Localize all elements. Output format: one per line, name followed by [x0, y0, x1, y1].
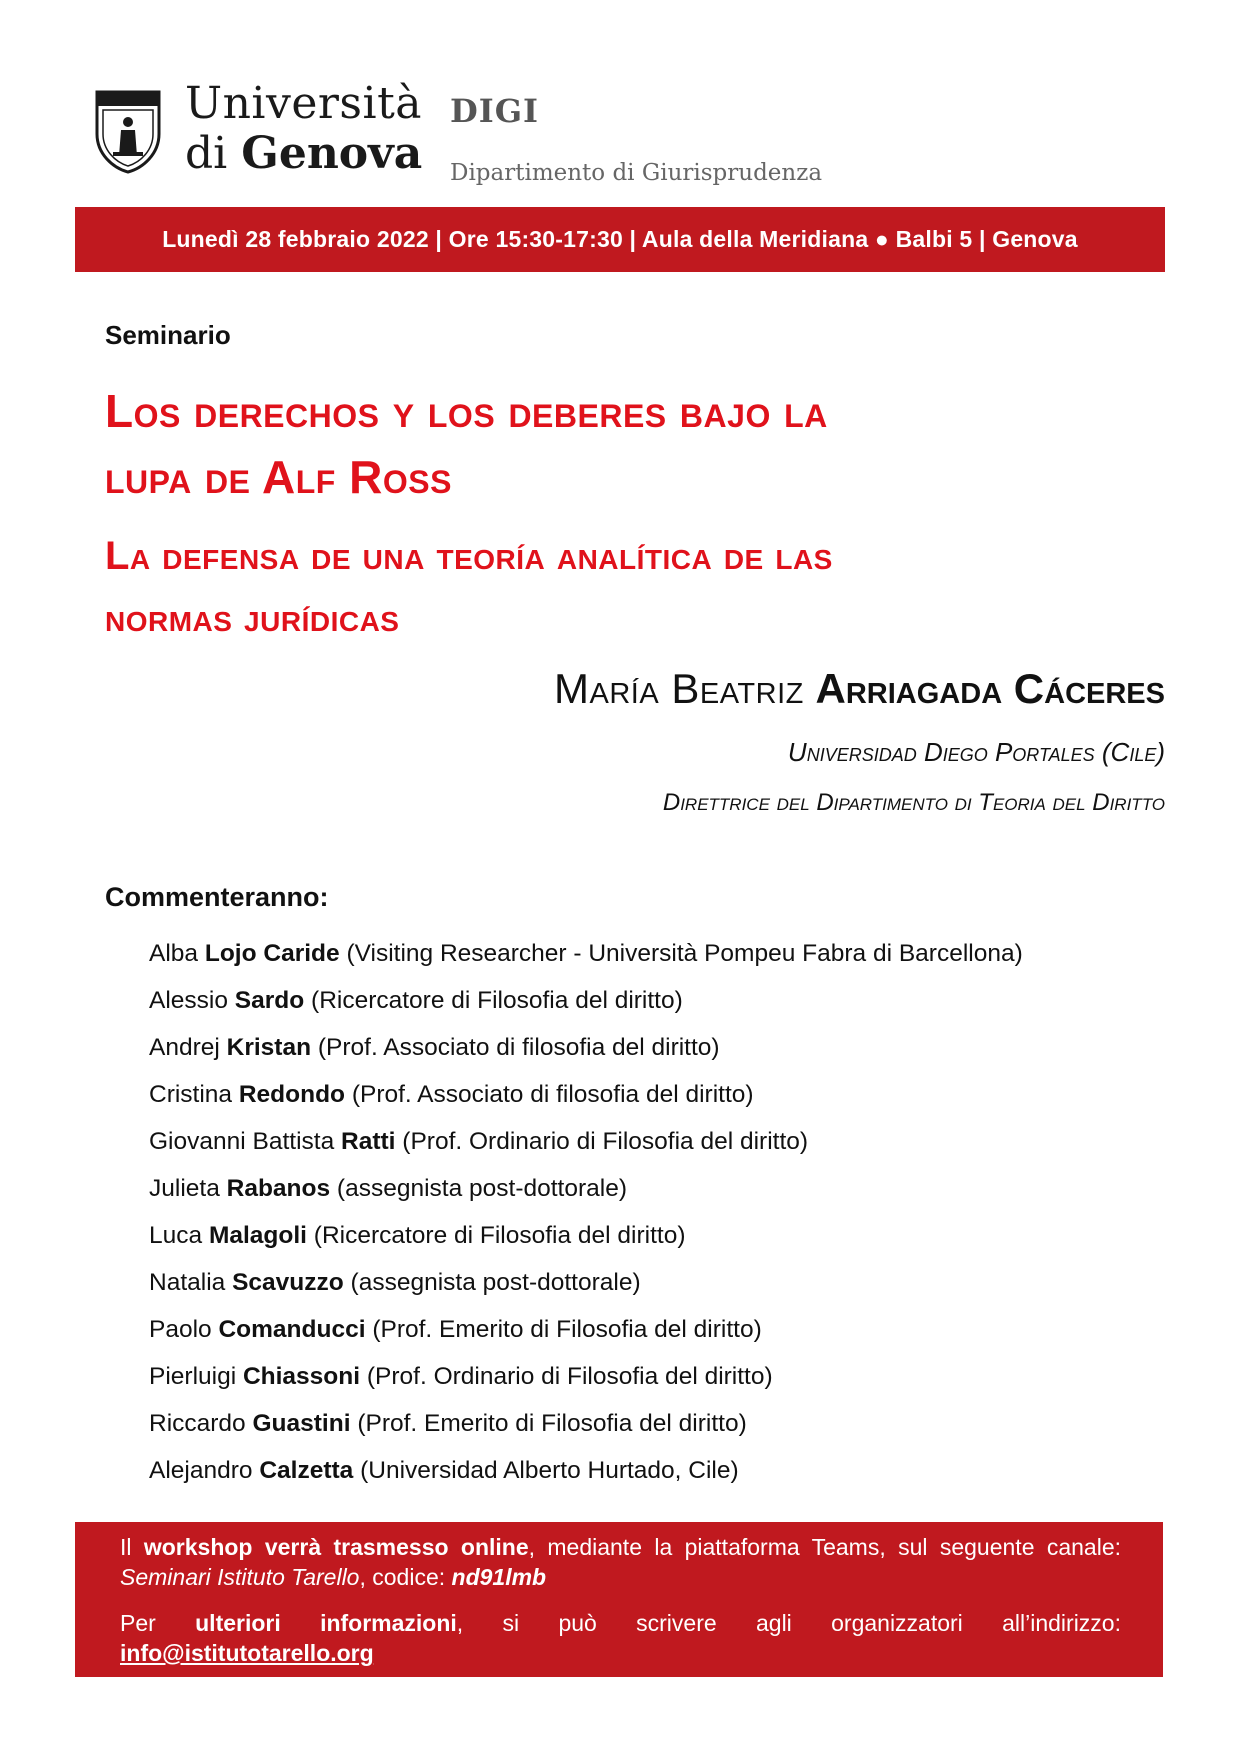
streaming-info-paragraph	[120, 1532, 1121, 1562]
contact-highlight: ulteriori informazioni	[195, 1610, 457, 1636]
commentator-first-name: Riccardo	[149, 1410, 246, 1437]
commentator-role: (assegnista post-dottorale)	[336, 1175, 627, 1202]
commentator-last-name: Redondo	[238, 1081, 346, 1108]
streaming-channel-name: Seminari Istituto Tarello	[120, 1564, 360, 1590]
streaming-channel-paragraph	[120, 1562, 1121, 1592]
university-name-line1: Università	[185, 78, 422, 129]
commentators-heading: Commenteranno:	[105, 882, 329, 912]
streaming-info-platform: , mediante la piattaforma Teams, sul seguente canale:	[528, 1534, 1122, 1560]
list-item	[149, 1400, 1023, 1447]
commentator-first-name: Cristina	[149, 1081, 233, 1108]
commentator-role: (Ricercatore di Filosofia del diritto)	[313, 1222, 686, 1249]
university-name-line2	[185, 128, 423, 179]
contact-text: , si può scrivere agli organizzatori all’indirizzo:	[456, 1610, 1121, 1636]
commentator-first-name: Andrej	[149, 1034, 220, 1061]
list-item	[149, 1212, 1023, 1259]
commentator-role: (Prof. Emerito di Filosofia del diritto)	[372, 1316, 762, 1343]
commentator-role: (Prof. Ordinario di Filosofia del diritto)	[366, 1363, 773, 1390]
seminar-subtitle	[105, 525, 1165, 649]
commentator-first-name: Alessio	[149, 987, 228, 1014]
commentator-last-name: Scavuzzo	[232, 1269, 344, 1296]
commentator-first-name: Luca	[149, 1222, 203, 1249]
contact-paragraph	[120, 1608, 1121, 1638]
commentator-role: (Universidad Alberto Hurtado, Cile)	[360, 1457, 739, 1484]
seminar-subtitle-line2: normas jurídicas	[105, 596, 400, 640]
university-header	[95, 78, 995, 192]
seminar-title-line2: lupa de Alf Ross	[105, 451, 452, 503]
commentator-role: (Prof. Associato di filosofia del diritto)	[351, 1081, 754, 1108]
commentator-role: (Prof. Emerito di Filosofia del diritto)	[357, 1410, 747, 1437]
commentator-last-name: Comanducci	[218, 1316, 366, 1343]
list-item	[149, 1118, 1023, 1165]
commentator-first-name: Paolo	[149, 1316, 212, 1343]
commentator-first-name: Alejandro	[149, 1457, 253, 1484]
commentator-last-name: Kristan	[226, 1034, 312, 1061]
list-item	[149, 930, 1023, 977]
speaker-last-names: Arriagada Cáceres	[815, 665, 1165, 712]
commentator-last-name: Ratti	[341, 1128, 396, 1155]
university-city: Genova	[241, 128, 423, 179]
footer-spacer	[120, 1592, 1121, 1608]
contact-intro: Per	[120, 1610, 156, 1636]
list-item	[149, 1165, 1023, 1212]
commentator-role: (assegnista post-dottorale)	[350, 1269, 641, 1296]
department-name: Dipartimento di Giurisprudenza	[450, 160, 823, 186]
seminar-title-line1: Los derechos y los deberes bajo la	[105, 385, 828, 437]
department-block	[450, 92, 822, 186]
streaming-code-label: , codice:	[359, 1564, 446, 1590]
list-item	[149, 977, 1023, 1024]
commentator-first-name: Julieta	[149, 1175, 220, 1202]
streaming-info-intro: Il	[120, 1534, 132, 1560]
commentator-first-name: Pierluigi	[149, 1363, 237, 1390]
department-code: DIGI	[450, 92, 540, 130]
list-item	[149, 1024, 1023, 1071]
commentator-last-name: Sardo	[234, 987, 305, 1014]
event-type: Seminario	[105, 320, 231, 350]
commentator-last-name: Lojo Caride	[204, 940, 340, 967]
commentator-last-name: Rabanos	[226, 1175, 331, 1202]
streaming-code: nd91lmb	[451, 1564, 547, 1590]
speaker-first-names: María Beatriz	[554, 665, 804, 712]
streaming-info-box	[75, 1522, 1163, 1677]
commentator-first-name: Alba	[149, 940, 199, 967]
university-name	[185, 78, 423, 179]
commentator-last-name: Malagoli	[208, 1222, 307, 1249]
university-name-prefix: di	[185, 128, 228, 179]
contact-email-line	[120, 1638, 1121, 1668]
commentator-role: (Prof. Associato di filosofia del diritto)	[317, 1034, 720, 1061]
commentator-last-name: Guastini	[252, 1410, 351, 1437]
university-shield-icon	[95, 90, 161, 174]
commentator-role: (Prof. Ordinario di Filosofia del diritto)	[402, 1128, 809, 1155]
contact-email-link[interactable]: info@istitutotarello.org	[120, 1640, 374, 1666]
commentator-last-name: Calzetta	[259, 1457, 354, 1484]
speaker-affiliation: Universidad Diego Portales (Cile)	[787, 737, 1165, 767]
speaker-name	[554, 665, 1165, 713]
event-details-banner	[75, 207, 1165, 272]
list-item	[149, 1306, 1023, 1353]
event-details-text: Lunedì 28 febbraio 2022 | Ore 15:30-17:30 | Aula della Meridiana ● Balbi 5 | Genova	[162, 226, 1078, 252]
commentator-role: (Ricercatore di Filosofia del diritto)	[311, 987, 683, 1014]
list-item	[149, 1353, 1023, 1400]
commentator-role: (Visiting Researcher - Università Pompeu Fabra di Barcellona)	[346, 940, 1023, 967]
list-item	[149, 1071, 1023, 1118]
commentators-list	[149, 930, 1023, 1494]
seminar-title	[105, 378, 1165, 510]
commentator-first-name: Giovanni Battista	[149, 1128, 335, 1155]
list-item	[149, 1259, 1023, 1306]
seminar-subtitle-line1: La defensa de una teoría analítica de las	[105, 534, 833, 578]
speaker-role: Direttrice del Dipartimento di Teoria del Diritto	[662, 789, 1165, 816]
commentator-first-name: Natalia	[149, 1269, 226, 1296]
streaming-info-highlight: workshop verrà trasmesso online	[143, 1534, 529, 1560]
list-item	[149, 1447, 1023, 1494]
commentator-last-name: Chiassoni	[242, 1363, 361, 1390]
